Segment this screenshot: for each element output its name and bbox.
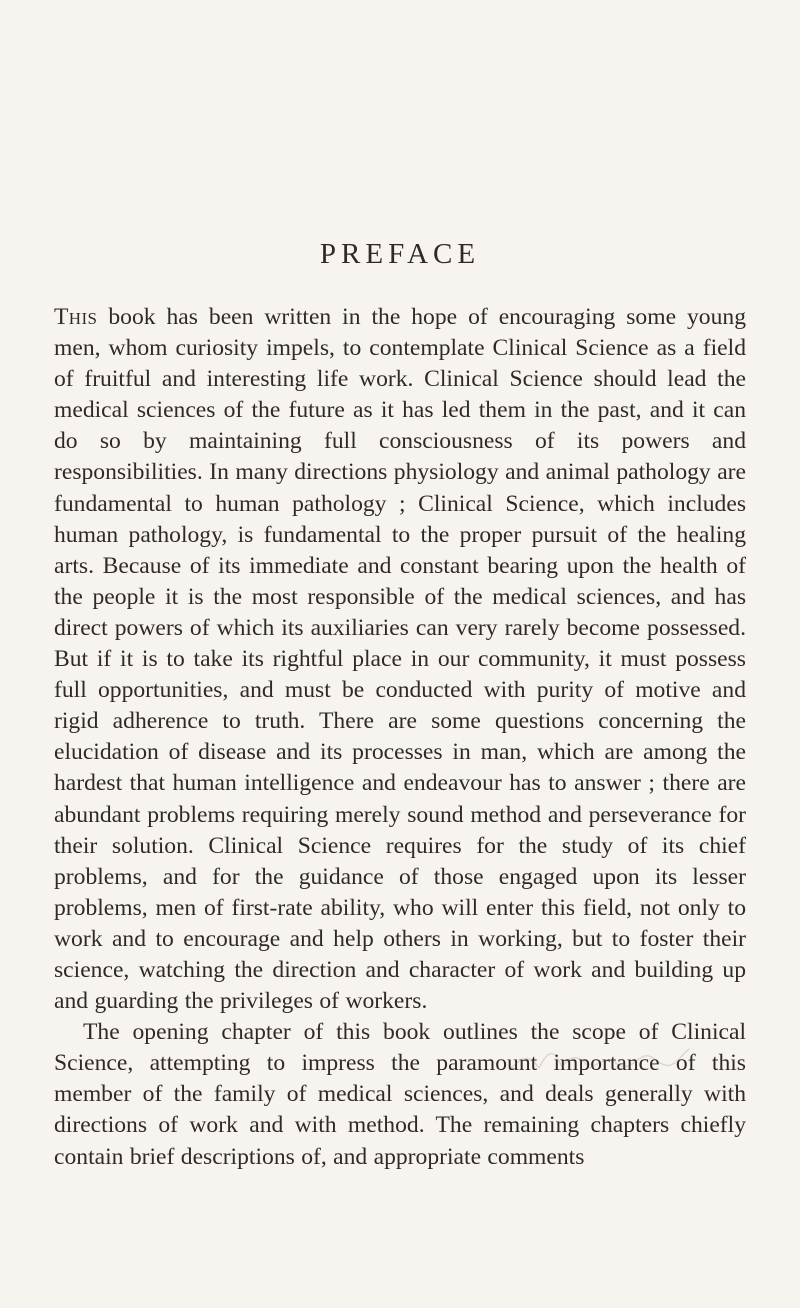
preface-paragraph-1 — [54, 302, 746, 1017]
paragraph-text: The opening chapter of this book outlines the scope of Clinical Science, attempting to impress the paramount importance of this member of the family of medical sciences, and deals generally with directions of work and with method. The remaining chapters chiefly contain brief descriptions of, and appropriate comments — [54, 1019, 746, 1170]
preface-title: PREFACE — [319, 238, 481, 270]
paragraph-lead-word: This — [54, 304, 98, 330]
faint-handwritten-mark — [505, 1040, 695, 1078]
paragraph-text: book has been written in the hope of encouraging some young men, whom curiosity impels, to contemplate Clinical Science as a field of fruitful and interesting life work. Clinical Science should lead the medical sciences of the future as it has led them in the past, and it can do so by maintaining full consciousness of its powers and responsibilities. In many directions physiology and animal pathology are fundamental to human pathology ; Clinical Science, which includes human pathology, is fundamental to the proper pursuit of the healing arts. Because of its immediate and constant bearing upon the health of the people it is the most responsible of the medical sciences, and has direct powers of which its auxiliaries can very rarely become possessed. But if it is to take its rightful place in our community, it must possess full opportunities, and must be conducted with purity of motive and rigid adherence to truth. There are some questions concerning the elucidation of disease and its processes in man, which are among the hardest that human intelligence and endeavour has to answer ; there are abundant problems requiring merely sound method and perseverance for their solution. Clinical Science requires for the study of its chief problems, and for the guidance of those engaged upon its lesser problems, men of first-rate ability, who will enter this field, not only to work and to encourage and help others in working, but to foster their science, watching the direction and character of work and building up and guarding the privileges of workers. — [54, 304, 746, 1015]
